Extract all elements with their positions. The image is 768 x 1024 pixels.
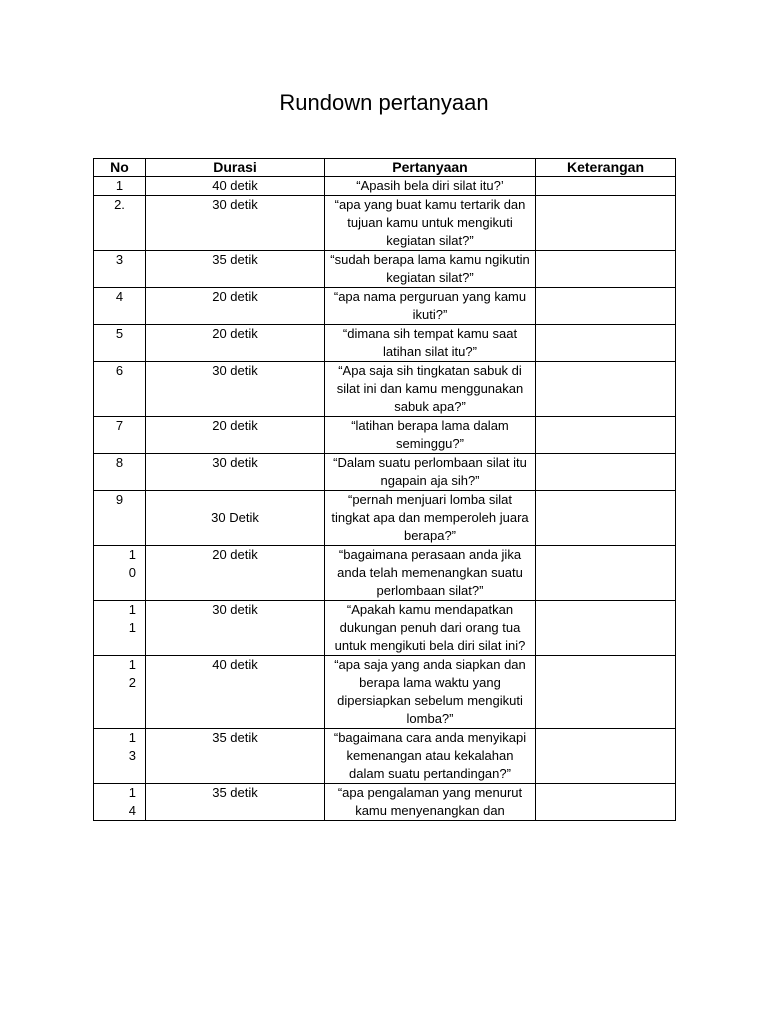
cell-pertanyaan: “pernah menjuari lomba silat tingkat apa dan memperoleh juara berapa?” (325, 491, 536, 546)
cell-pertanyaan: “apa pengalaman yang menurut kamu menyenangkan dan (325, 784, 536, 821)
cell-keterangan (536, 196, 676, 251)
cell-pertanyaan: “Dalam suatu perlombaan silat itu ngapain aja sih?” (325, 454, 536, 491)
cell-durasi: 30 detik (146, 362, 325, 417)
table-row (94, 288, 676, 325)
cell-no (94, 656, 146, 729)
cell-no-part: 8 (115, 455, 124, 470)
cell-no (94, 491, 146, 546)
table-row (94, 656, 676, 729)
cell-durasi: 40 detik (146, 656, 325, 729)
cell-keterangan (536, 325, 676, 362)
cell-keterangan (536, 251, 676, 288)
cell-pertanyaan: “apa nama perguruan yang kamu ikuti?” (325, 288, 536, 325)
cell-no (94, 417, 146, 454)
cell-durasi: 30 detik (146, 601, 325, 656)
cell-durasi: 35 detik (146, 784, 325, 821)
cell-durasi: 20 detik (146, 325, 325, 362)
header-keterangan: Keterangan (536, 159, 676, 177)
cell-no-part: 2 (128, 675, 136, 690)
cell-keterangan (536, 491, 676, 546)
cell-no (94, 601, 146, 656)
cell-pertanyaan: “dimana sih tempat kamu saat latihan silat itu?” (325, 325, 536, 362)
table-row (94, 784, 676, 821)
cell-pertanyaan: “Apakah kamu mendapatkan dukungan penuh dari orang tua untuk mengikuti bela diri silat ini? (325, 601, 536, 656)
cell-keterangan (536, 546, 676, 601)
cell-no-part: 2. (114, 197, 125, 212)
table-header-row (94, 159, 676, 177)
cell-pertanyaan: “apa yang buat kamu tertarik dan tujuan kamu untuk mengikuti kegiatan silat?” (325, 196, 536, 251)
cell-pertanyaan: “apa saja yang anda siapkan dan berapa lama waktu yang dipersiapkan sebelum mengikuti lomba?” (325, 656, 536, 729)
cell-keterangan (536, 454, 676, 491)
cell-pertanyaan: “sudah berapa lama kamu ngikutin kegiatan silat?” (325, 251, 536, 288)
cell-no (94, 454, 146, 491)
cell-keterangan (536, 784, 676, 821)
cell-no-part: 0 (128, 565, 136, 580)
cell-no (94, 325, 146, 362)
table-body (94, 177, 676, 821)
cell-durasi: 30 detik (146, 454, 325, 491)
cell-keterangan (536, 656, 676, 729)
cell-no-part: 4 (128, 803, 136, 818)
cell-no-part: 4 (115, 289, 124, 304)
cell-no (94, 784, 146, 821)
rundown-table (93, 158, 676, 821)
cell-no-part: 1 (128, 785, 136, 800)
table-row (94, 601, 676, 656)
cell-no-part: 3 (115, 252, 124, 267)
cell-no (94, 251, 146, 288)
cell-durasi: 35 detik (146, 251, 325, 288)
cell-no-part: 5 (115, 326, 124, 341)
cell-durasi: 20 detik (146, 546, 325, 601)
cell-no (94, 177, 146, 196)
cell-no-part: 1 (115, 178, 124, 193)
cell-pertanyaan: “latihan berapa lama dalam seminggu?” (325, 417, 536, 454)
cell-durasi: 20 detik (146, 288, 325, 325)
cell-no (94, 362, 146, 417)
cell-keterangan (536, 177, 676, 196)
cell-pertanyaan: “bagaimana perasaan anda jika anda telah memenangkan suatu perlombaan silat?” (325, 546, 536, 601)
cell-no-part: 1 (128, 620, 136, 635)
cell-no-part: 1 (128, 730, 136, 745)
cell-no-part: 3 (128, 748, 136, 763)
cell-no (94, 288, 146, 325)
cell-pertanyaan: “Apasih bela diri silat itu?’ (325, 177, 536, 196)
table-row (94, 729, 676, 784)
cell-no-part: 7 (115, 418, 124, 433)
cell-no-part: 1 (128, 547, 136, 562)
table-row (94, 362, 676, 417)
table-row (94, 177, 676, 196)
table-row (94, 417, 676, 454)
cell-no (94, 729, 146, 784)
table-row (94, 325, 676, 362)
cell-no-part: 9 (115, 492, 124, 507)
cell-durasi: 35 detik (146, 729, 325, 784)
table-row (94, 454, 676, 491)
cell-durasi: 30 Detik (146, 491, 325, 546)
cell-keterangan (536, 362, 676, 417)
header-durasi: Durasi (146, 159, 325, 177)
cell-pertanyaan: “bagaimana cara anda menyikapi kemenangan atau kekalahan dalam suatu pertandingan?” (325, 729, 536, 784)
table-row (94, 491, 676, 546)
header-no: No (94, 159, 146, 177)
table-row (94, 546, 676, 601)
cell-keterangan (536, 601, 676, 656)
cell-durasi: 40 detik (146, 177, 325, 196)
header-pertanyaan: Pertanyaan (325, 159, 536, 177)
table-row (94, 251, 676, 288)
cell-keterangan (536, 288, 676, 325)
cell-no-part: 1 (128, 657, 136, 672)
cell-pertanyaan: “Apa saja sih tingkatan sabuk di silat ini dan kamu menggunakan sabuk apa?” (325, 362, 536, 417)
cell-no (94, 196, 146, 251)
cell-keterangan (536, 417, 676, 454)
cell-durasi: 20 detik (146, 417, 325, 454)
cell-durasi: 30 detik (146, 196, 325, 251)
cell-no-part: 1 (128, 602, 136, 617)
cell-keterangan (536, 729, 676, 784)
cell-no-part: 6 (115, 363, 124, 378)
page-title: Rundown pertanyaan (279, 90, 489, 115)
table-row (94, 196, 676, 251)
cell-no (94, 546, 146, 601)
